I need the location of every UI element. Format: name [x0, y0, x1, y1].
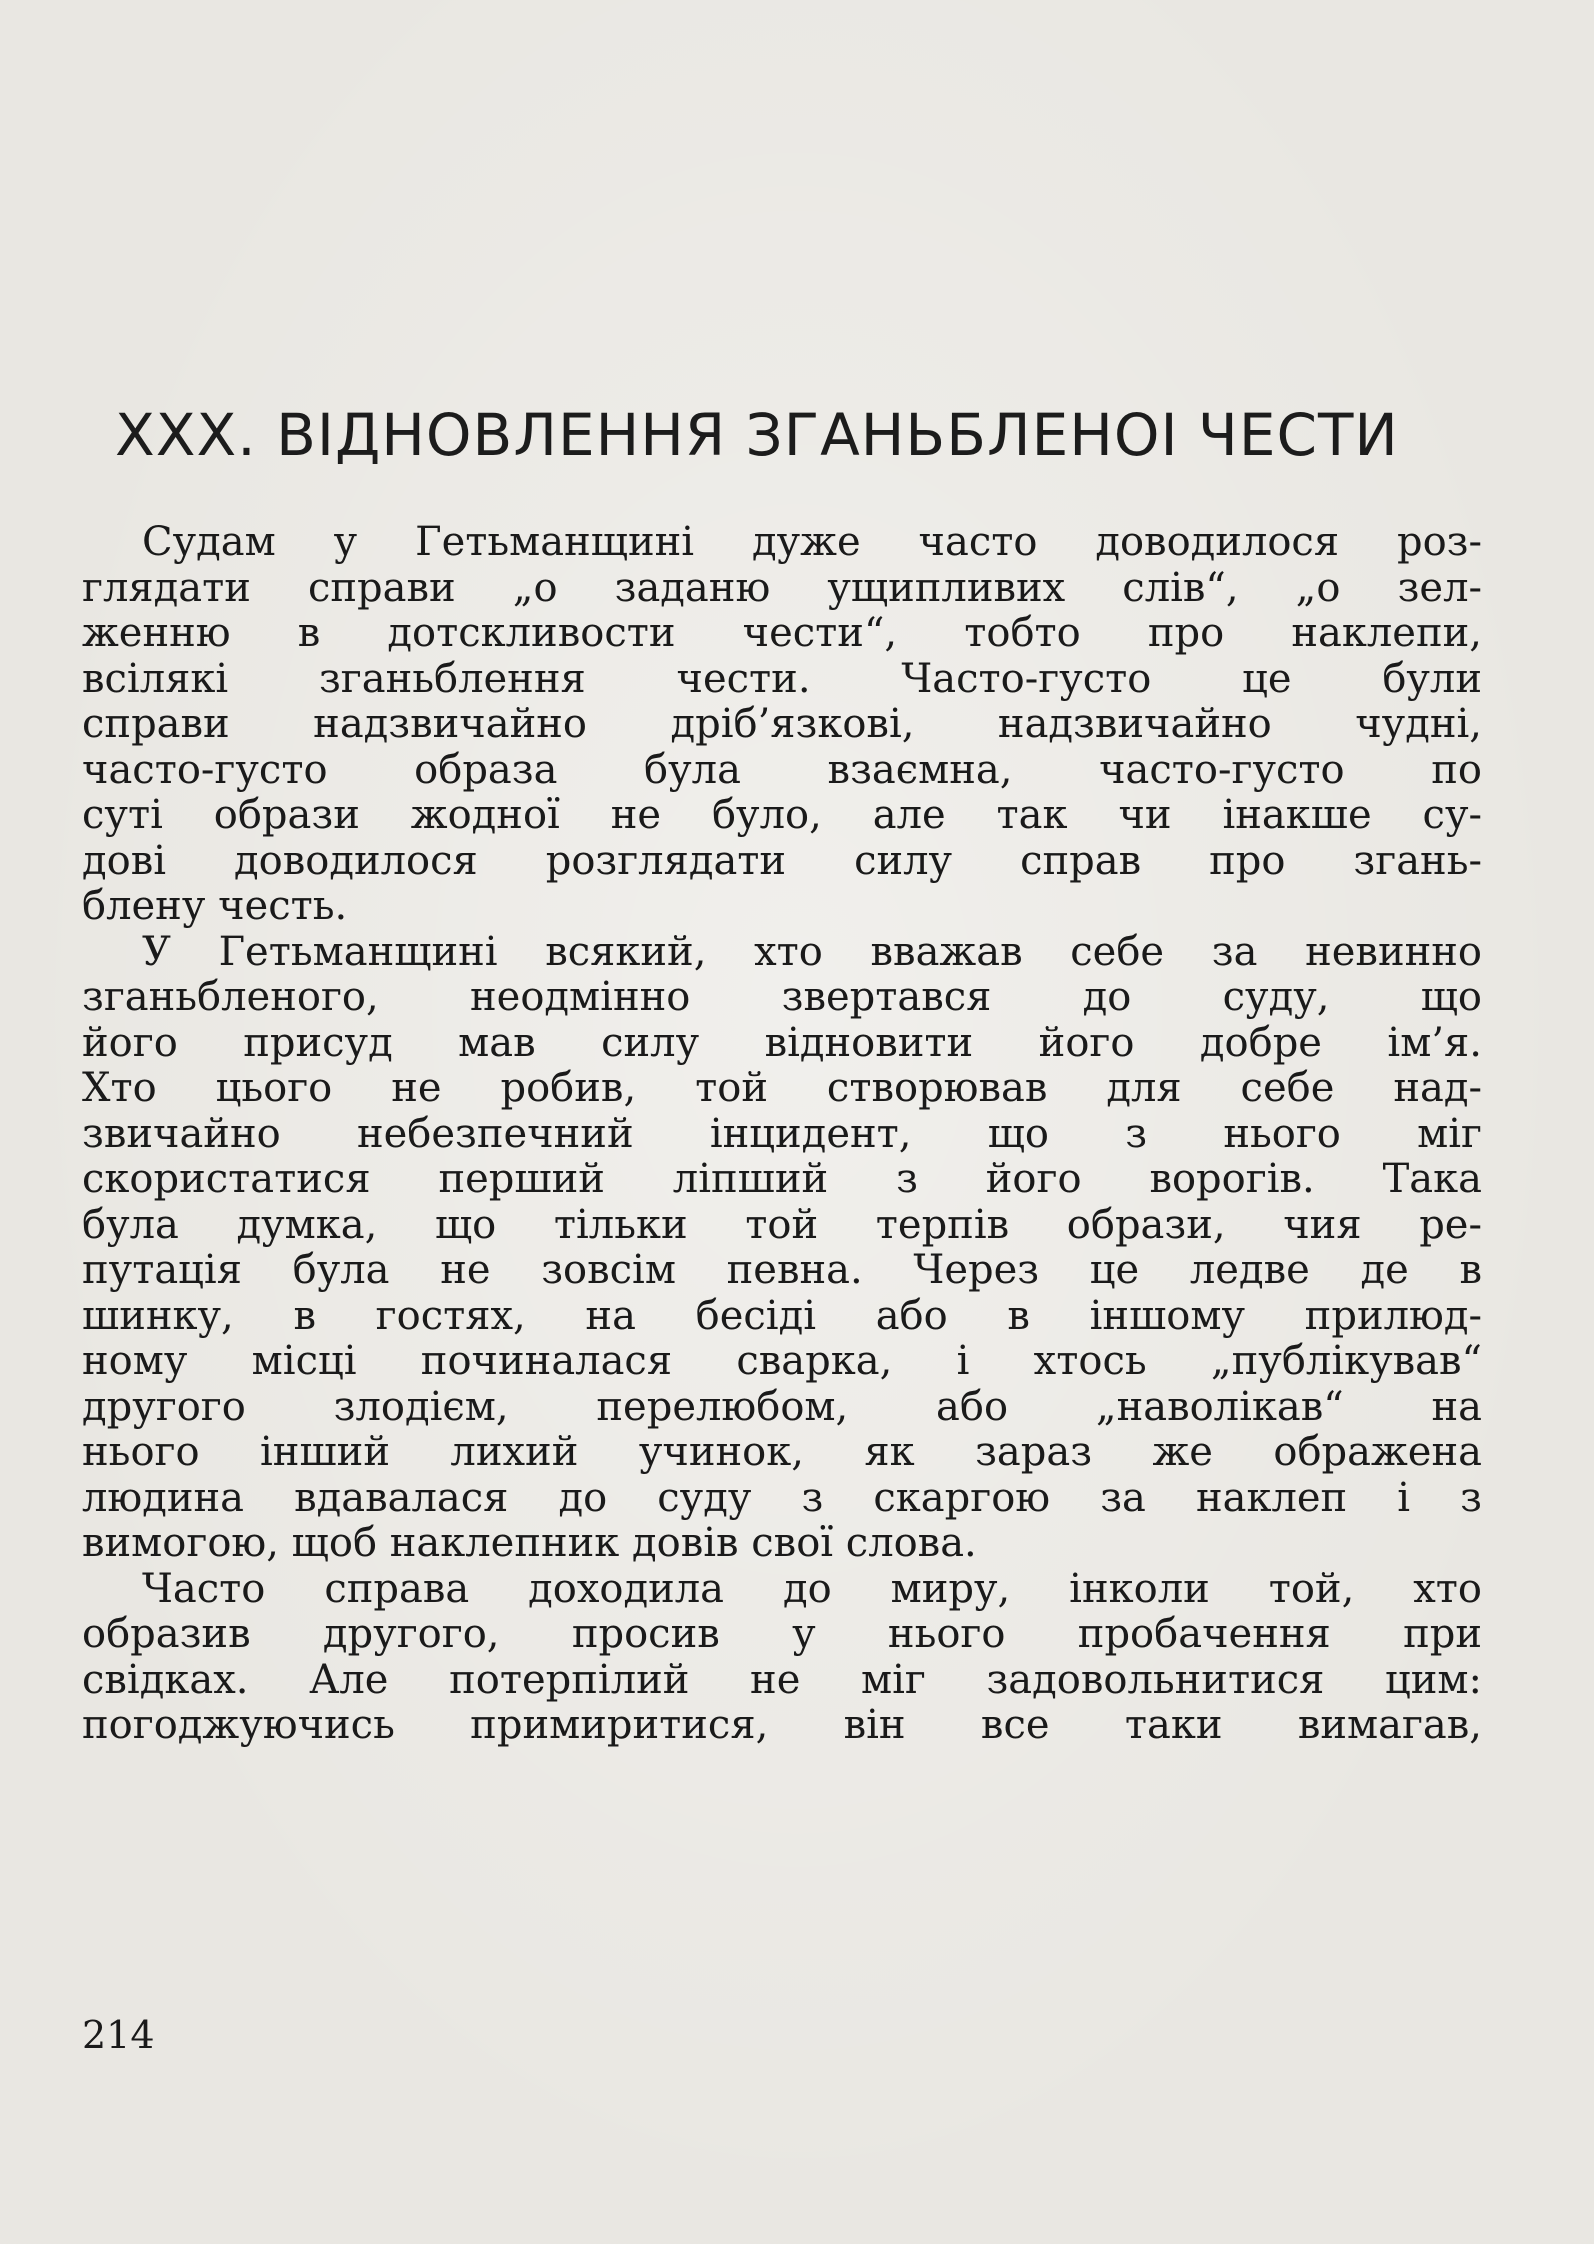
paragraph-1: [82, 520, 1482, 930]
text-line: Часто справа доходила до миру, інколи той, хто: [142, 1565, 1482, 1612]
text-line: ному місці починалася сварка, і хтось „публікував“: [82, 1338, 1482, 1384]
text-line: часто-густо образа була взаємна, часто-густо по: [82, 746, 1482, 793]
text-line: нього інший лихий учинок, як зараз же ображена: [82, 1429, 1482, 1475]
chapter-title: XXX. ВІДНОВЛЕННЯ ЗГАНЬБЛЕНОІ ЧЕСТИ: [115, 401, 1399, 469]
text-line: блену честь.: [82, 883, 348, 929]
text-line: другого злодієм, перелюбом, або „наволікав“ на: [82, 1383, 1482, 1430]
body-text: [82, 520, 1482, 1749]
text-line: погоджуючись примиритися, він все таки вимагав,: [82, 1702, 1482, 1748]
text-line: У Гетьманщині всякий, хто вважав себе за невинно: [142, 928, 1482, 975]
text-line: дові доводилося розглядати силу справ про згань-: [82, 837, 1482, 884]
text-line: зганьбленого, неодмінно звертався до суду, що: [82, 974, 1482, 1020]
text-line: всілякі зганьблення чести. Часто-густо це були: [82, 655, 1482, 702]
text-line: путація була не зовсім певна. Через це ледве де в: [82, 1247, 1482, 1293]
text-line: шинку, в гостях, на бесіді або в іншому прилюд-: [82, 1292, 1482, 1339]
text-line: образив другого, просив у нього пробачення при: [82, 1611, 1482, 1657]
text-line: людина вдавалася до суду з скаргою за наклеп і з: [82, 1474, 1482, 1521]
page-number: 214: [82, 2013, 155, 2057]
text-line: вимогою, щоб наклепник довів свої слова.: [82, 1520, 977, 1566]
text-line: Судам у Гетьманщині дуже часто доводилося роз-: [142, 519, 1482, 565]
text-line: женню в дотскливости чести“, тобто про наклепи,: [82, 610, 1482, 656]
text-line: звичайно небезпечний інцидент, що з нього міг: [82, 1110, 1482, 1157]
text-line: глядати справи „о заданю ущипливих слів“, „о зел-: [82, 564, 1482, 611]
text-line: скористатися перший ліпший з його ворогів. Така: [82, 1156, 1482, 1202]
paragraph-3: [82, 1567, 1482, 1749]
text-line: справи надзвичайно дріб’язкові, надзвичайно чудні,: [82, 701, 1482, 747]
text-line: була думка, що тільки той терпів образи, чия ре-: [82, 1201, 1482, 1248]
paragraph-2: [82, 930, 1482, 1567]
text-line: Хто цього не робив, той створював для себе над-: [82, 1065, 1482, 1111]
text-line: свідках. Але потерпілий не міг задовольнитися цим:: [82, 1656, 1482, 1703]
text-line: його присуд мав силу відновити його добре ім’я.: [82, 1019, 1482, 1066]
text-line: суті образи жодної не було, але так чи інакше су-: [82, 792, 1482, 838]
